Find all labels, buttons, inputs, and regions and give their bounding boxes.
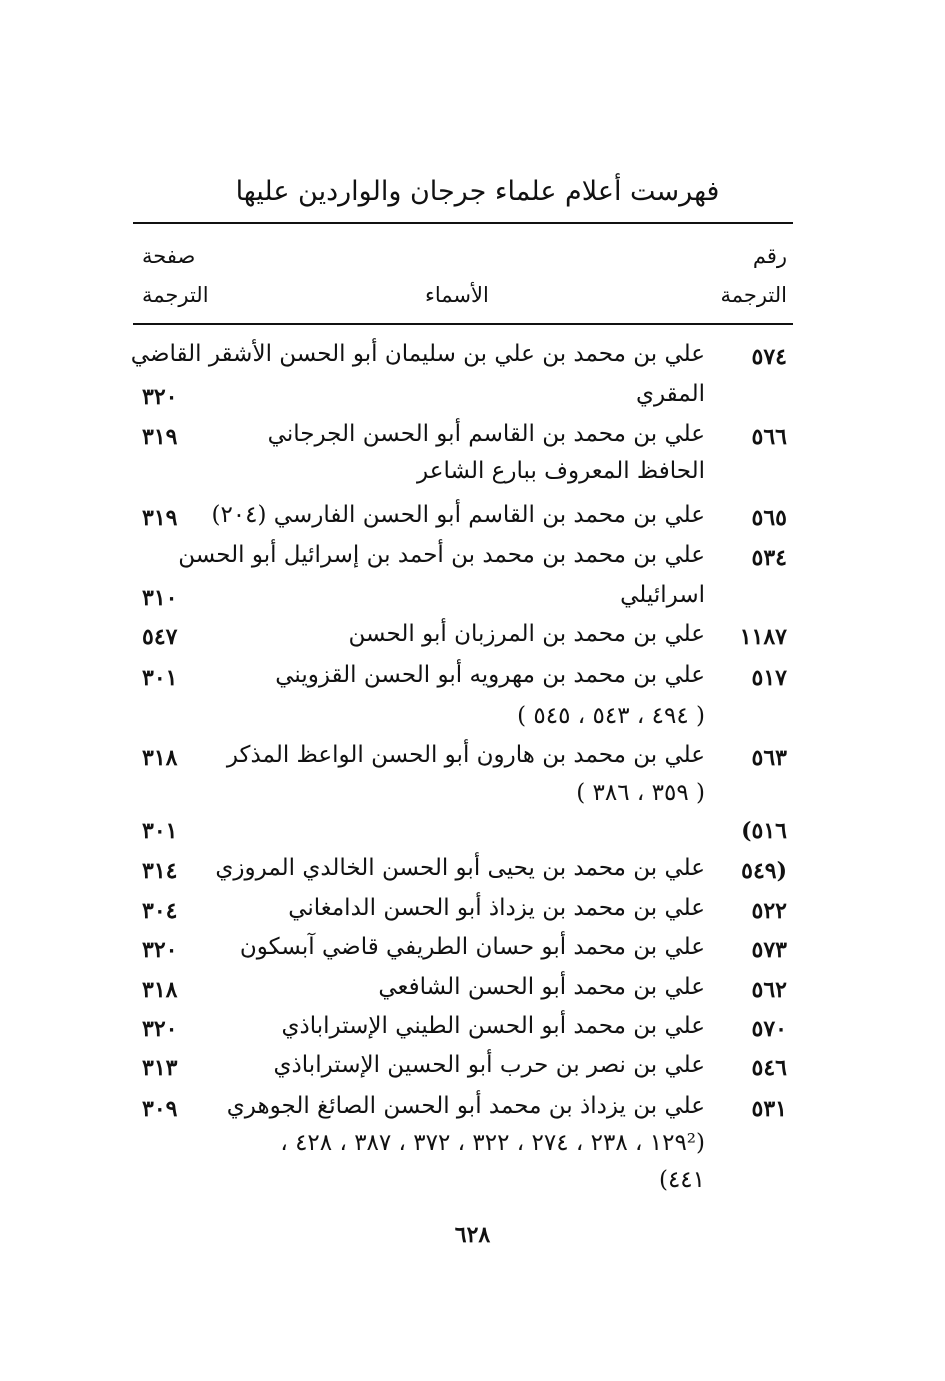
entry-name-line: علي بن محمد أبو الحسن الشافعي <box>378 974 705 1000</box>
entry-number: ٥٤٦ <box>751 1055 787 1081</box>
entry-name-line: ( ٤٩٤ ، ٥٤٣ ، ٥٤٥ ) <box>517 703 705 729</box>
entry-name-line: ٤٤١) <box>658 1167 705 1193</box>
entry-page: ٣١٤ <box>142 858 178 884</box>
entry-name-line: (١٢٩² ، ٢٣٨ ، ٢٧٤ ، ٣٢٢ ، ٣٧٢ ، ٣٨٧ ، ٤٢٨ ، <box>280 1130 705 1156</box>
entry-page: ٣١٩ <box>142 505 178 531</box>
entry-name-line: المقري <box>635 381 705 407</box>
entry-page: ٣٠٩ <box>142 1096 178 1122</box>
entry-name-line: علي بن محمد بن يحيى أبو الحسن الخالدي المروزي <box>215 855 705 881</box>
entry-name-line: ( ٣٥٩ ، ٣٨٦ ) <box>576 780 705 806</box>
entry-name-line: علي بن محمد بن القاسم أبو الحسن الفارسي (٢٠٤) <box>211 502 705 528</box>
entry-number: ٥٣٤ <box>751 545 787 571</box>
header-names-label: الأسماء <box>425 283 489 307</box>
entry-number: ٥٦٣ <box>751 745 787 771</box>
entry-page: ٣١٨ <box>142 977 178 1003</box>
page-title: فهرست أعلام علماء جرجان والواردين عليها <box>235 176 720 207</box>
entry-number: (٥٤٩ <box>741 858 787 884</box>
entry-page: ٣١٩ <box>142 424 178 450</box>
entry-page: ٣٢٠ <box>142 1016 178 1042</box>
entry-name-line: علي بن يزداذ بن محمد أبو الحسن الصائغ الجوهري <box>226 1093 705 1119</box>
entry-name-line: اسرائيلي <box>620 582 705 608</box>
entry-page: ٣١٣ <box>142 1055 178 1081</box>
entry-page: ٣١٨ <box>142 745 178 771</box>
entry-name-line: الحافظ المعروف ببارع الشاعر <box>417 458 705 484</box>
entry-number: ٥٣١ <box>751 1096 787 1122</box>
entry-name-line: علي بن محمد أبو الحسن الطيني الإستراباذي <box>281 1013 705 1039</box>
entry-name-line: علي بن محمد بن القاسم أبو الحسن الجرجاني <box>267 421 705 447</box>
entry-number: ٥٦٥ <box>751 505 787 531</box>
entry-name-line: علي بن محمد أبو حسان الطريفي قاضي آبسكون <box>239 934 705 960</box>
entry-number: ٥٧٠ <box>751 1016 787 1042</box>
entry-number: ٥٧٤ <box>751 344 787 370</box>
header-bottom-rule <box>133 323 793 325</box>
header-page-label: صفحة <box>142 244 196 268</box>
entry-number: ٥٧٣ <box>751 937 787 963</box>
entry-page: ٣٢٠ <box>142 937 178 963</box>
entry-page: ٣١٠ <box>142 585 178 611</box>
entry-name-line: علي بن محمد بن المرزبان أبو الحسن <box>348 621 705 647</box>
entry-number: ٥٦٦ <box>751 424 787 450</box>
entry-page: ٣٠١ <box>142 665 178 691</box>
header-number-label: رقم <box>752 244 787 268</box>
entry-name-line: علي بن محمد بن علي بن سليمان أبو الحسن الأشقر القاضي <box>130 341 705 367</box>
header-top-rule <box>133 222 793 224</box>
page-number: ٦٢٨ <box>454 1222 491 1248</box>
entry-name-line: علي بن محمد بن يزداذ أبو الحسن الدامغاني <box>288 895 705 921</box>
entry-name-line: علي بن محمد بن مهرويه أبو الحسن القزويني <box>275 662 705 688</box>
header-number-label-2: الترجمة <box>720 283 787 307</box>
entry-number: ٥١٦) <box>741 818 787 844</box>
entry-page: ٥٤٧ <box>142 624 178 650</box>
entry-name-line: علي بن نصر بن حرب أبو الحسين الإستراباذي <box>273 1052 705 1078</box>
entry-page: ٣٠٤ <box>142 898 178 924</box>
entry-number: ٥١٧ <box>751 665 787 691</box>
header-page-label-2: الترجمة <box>142 283 209 307</box>
entry-name-line: علي بن محمد بن هارون أبو الحسن الواعظ المذكر <box>226 742 705 768</box>
entry-number: ٥٢٢ <box>751 898 787 924</box>
entry-name-line: علي بن محمد بن محمد بن أحمد بن إسرائيل أبو الحسن <box>178 542 705 568</box>
entry-number: ٥٦٢ <box>751 977 787 1003</box>
entry-page: ٣٢٠ <box>142 384 178 410</box>
entry-page: ٣٠١ <box>142 818 178 844</box>
entry-number: ١١٨٧ <box>739 624 787 650</box>
